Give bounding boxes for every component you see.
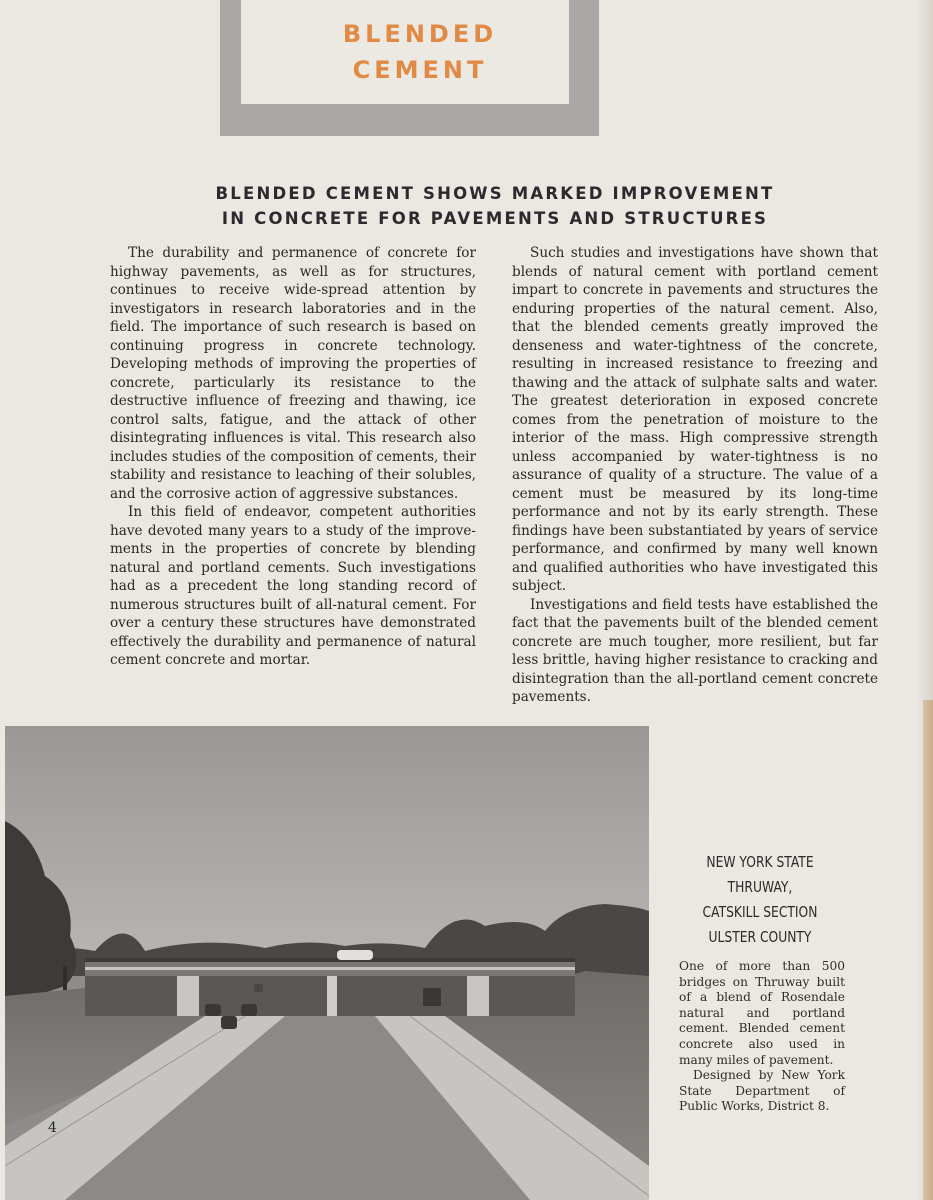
bridge-pier bbox=[327, 976, 337, 1018]
body-column-left bbox=[110, 244, 476, 670]
caption-title bbox=[694, 850, 825, 950]
title-line-1: BLENDED bbox=[342, 20, 498, 48]
caption-body bbox=[679, 959, 845, 1115]
bridge-stripe bbox=[85, 967, 575, 970]
caption-title-line: NEW YORK STATE bbox=[706, 853, 814, 871]
paragraph: Investigations and field tests have established the fact that the pavements built of the blended cement concrete are much tougher, more resilient, but far less brittle, having higher resistance to cracking and disintegration than the all-portland cement concrete pavements. bbox=[512, 596, 878, 705]
photo-illustration bbox=[5, 726, 649, 1200]
truck bbox=[423, 988, 441, 1006]
car bbox=[205, 1004, 221, 1016]
paragraph: In this field of endeavor, competent authorities have devoted many years to a study of the improvements in the properties of concrete by blending natural and portland cements. Such investigations had as a precedent the long standing record of numerous structures built of all-natural cement. For over a century these structures have demonstrated effectively the durability and permanence of natural cement concrete and mortar. bbox=[110, 504, 476, 668]
car bbox=[254, 984, 263, 992]
caption-paragraph: Designed by New York State Department of Public Works, District 8. bbox=[679, 1068, 845, 1114]
body-column-right bbox=[512, 244, 878, 707]
page-edge-shadow bbox=[923, 700, 933, 1200]
headline-line-2: IN CONCRETE FOR PAVEMENTS AND STRUCTURES bbox=[221, 209, 769, 228]
bridge-pier bbox=[467, 976, 489, 1016]
highway-bridge-photo bbox=[5, 726, 649, 1200]
caption-title-line: CATSKILL SECTION bbox=[702, 903, 818, 921]
car bbox=[221, 1016, 237, 1029]
caption-paragraph: One of more than 500 bridges on Thruway built of a blend of Rosendale natural and portland cement. Blended cement concrete also used in many miles of pavement. bbox=[679, 959, 845, 1067]
article-headline bbox=[150, 181, 840, 231]
bridge-pier bbox=[177, 976, 199, 1016]
paragraph: The durability and permanence of concrete for highway pavements, as well as for structures, continues to receive wide-spread attention by investigators in research laboratories and in the field. The importance of such research is based on continuing progress in concrete technology. Developing methods of improving the properties of concrete, particularly its resistance to the destructive influence of freezing and thawing, ice control salts, fatigue, and the attack of other disintegrating influences is vital. This research also includes studies of the composition of cements, their stability and resistance to leaching of their solubles, and the corrosive action of aggressive substances. bbox=[110, 245, 476, 502]
title-box-inner bbox=[241, 0, 569, 104]
page-number: 4 bbox=[48, 1120, 57, 1136]
title-box bbox=[220, 0, 599, 136]
caption-title-line: ULSTER COUNTY bbox=[708, 928, 812, 946]
caption-title-line: THRUWAY, bbox=[727, 878, 793, 896]
title-line-2: CEMENT bbox=[352, 56, 488, 84]
car-on-bridge bbox=[337, 950, 373, 960]
paragraph: Such studies and investigations have shown that blends of natural cement with portland cement impart to concrete in pavements and structures the enduring properties of the natural cement. Also, that the blended cements greatly improved the denseness and water-tightness of the concrete, resulting in increased resistance to freezing and thawing and the attack of sulphate salts and water. The greatest deterioration in exposed concrete comes from the penetration of moisture to the interior of the mass. High compressive strength unless accompanied by water-tightness is no assurance of quality of a structure. The value of a cement must be measured by its long-time performance and not by its early strength. These findings have been substantiated by years of service performance, and confirmed by many well known and qualified authorities who have investigated this subject. bbox=[512, 245, 878, 594]
bridge-railing bbox=[85, 958, 575, 962]
car bbox=[241, 1004, 257, 1016]
headline-line-1: BLENDED CEMENT SHOWS MARKED IMPROVEMENT bbox=[215, 184, 775, 203]
